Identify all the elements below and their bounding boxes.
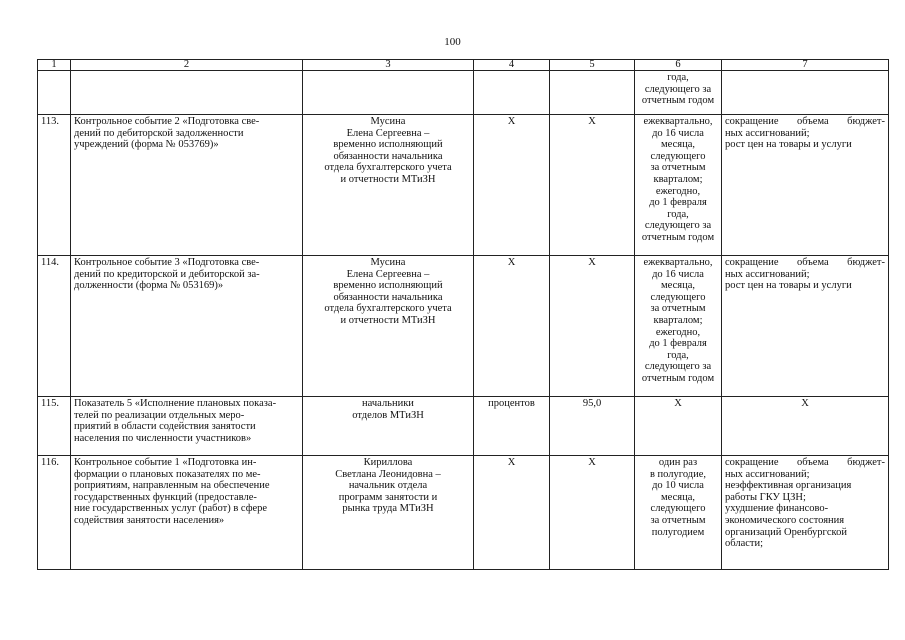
text-line: временно исполняющий — [333, 139, 443, 151]
text-line: за отчетным — [650, 514, 706, 526]
text-line: приятий в области содействия занятости — [74, 421, 256, 433]
text-line: отчетным годом — [641, 372, 715, 384]
responsible-person — [303, 456, 474, 570]
text-line: X — [801, 398, 809, 409]
text-line: ежеквартально, — [643, 116, 713, 127]
empty-cell — [303, 71, 474, 115]
term-cell — [635, 115, 722, 256]
empty-cell — [474, 71, 550, 115]
text-line: начальник отдела — [348, 480, 428, 492]
text-line: X — [674, 398, 682, 409]
text-line: следующего за — [644, 361, 712, 373]
text-line: ухудшение финансово- — [725, 503, 829, 515]
text-line: ежегодно, — [655, 185, 701, 197]
text-line: населения по численности участников» — [74, 432, 252, 444]
empty-cell — [550, 71, 635, 115]
text-line: содействия занятости населения» — [74, 514, 225, 526]
text-line: следующего за — [644, 83, 712, 95]
text-line: ных ассигнований; — [725, 468, 810, 480]
table-row — [38, 256, 889, 397]
text-line: месяца, — [661, 139, 695, 151]
row-number: 115. — [38, 397, 71, 456]
text-line: кварталом; — [653, 314, 703, 326]
column-header: 6 — [635, 60, 722, 71]
text-line: обязанности начальника — [333, 150, 443, 162]
text-line: рост цен на товары и услуги — [725, 139, 852, 151]
text-line: за отчетным — [650, 162, 706, 174]
text-line: экономического состояния — [725, 514, 845, 526]
text-line: Показатель 5 «Исполнение плановых показа- — [74, 398, 277, 409]
text-line: ежеквартально, — [643, 257, 713, 268]
text-line: неэффективная организация — [725, 480, 852, 492]
term-cell — [635, 456, 722, 570]
text-line: и отчетности МТиЗН — [340, 173, 436, 185]
row-number: 113. — [38, 115, 71, 256]
value-cell: 95,0 — [550, 397, 635, 456]
text-line: до 1 февраля — [649, 197, 707, 209]
text-line: один раз — [658, 457, 698, 468]
text-line: Кириллова — [363, 457, 413, 468]
text-line: Елена Сергеевна – — [346, 127, 430, 139]
text-line: следующего — [650, 503, 706, 515]
text-line: следующего — [650, 150, 706, 162]
text-line: следующего за — [644, 220, 712, 232]
text-line: ных ассигнований; — [725, 127, 810, 139]
text-line: Мусина — [370, 257, 406, 268]
text-line: Елена Сергеевна – — [346, 268, 430, 280]
value-cell: X — [550, 256, 635, 397]
empty-cell — [38, 71, 71, 115]
text-line: программ занятости и — [338, 491, 438, 503]
continuation-row — [38, 71, 889, 115]
text-line: обязанности начальника — [333, 291, 443, 303]
page-number: 100 — [444, 36, 461, 48]
text-line: работы ГКУ ЦЗН; — [725, 491, 806, 503]
text-line: кварталом; — [653, 173, 703, 185]
risk-cell — [722, 456, 889, 570]
responsible-person — [303, 115, 474, 256]
text-line: ежегодно, — [655, 326, 701, 338]
text-line: полугодием — [651, 526, 705, 538]
text-line: отдела бухгалтерского учета — [324, 303, 452, 315]
column-header: 7 — [722, 60, 889, 71]
risk-cell — [722, 115, 889, 256]
value-cell: X — [550, 115, 635, 256]
column-header: 3 — [303, 60, 474, 71]
text-line: до 10 числа — [652, 480, 704, 492]
text-line: месяца, — [661, 491, 695, 503]
unit-cell: X — [474, 256, 550, 397]
text-line: дений по дебиторской задолженности — [74, 127, 244, 139]
text-line: в полугодие, — [649, 468, 707, 480]
indicator-name — [71, 397, 303, 456]
risk-cell — [722, 397, 889, 456]
table-header-row — [38, 60, 889, 71]
empty-cell — [722, 71, 889, 115]
column-header: 4 — [474, 60, 550, 71]
text-line: до 1 февраля — [649, 338, 707, 350]
text-line: до 16 числа — [652, 268, 704, 280]
text-line: роприятиям, направленным на обеспечение — [74, 480, 270, 492]
empty-cell — [71, 71, 303, 115]
text-line: за отчетным — [650, 303, 706, 315]
table-row — [38, 397, 889, 456]
responsible-person — [303, 397, 474, 456]
text-line: сокращение объема бюджет- — [725, 457, 885, 468]
text-line: государственных функций (предоставле- — [74, 491, 257, 503]
text-line: Светлана Леонидовна – — [335, 468, 441, 480]
column-header: 5 — [550, 60, 635, 71]
table-row — [38, 115, 889, 256]
unit-cell: X — [474, 456, 550, 570]
table-row — [38, 456, 889, 570]
text-line: начальники — [362, 398, 414, 409]
text-line: формации о плановых показателях по ме- — [74, 468, 261, 480]
text-line: Контрольное событие 2 «Подготовка све- — [74, 116, 260, 127]
unit-cell: X — [474, 115, 550, 256]
text-line: до 16 числа — [652, 127, 704, 139]
column-header: 2 — [71, 60, 303, 71]
text-line: месяца, — [661, 280, 695, 292]
text-line: сокращение объема бюджет- — [725, 257, 885, 268]
text-line: сокращение объема бюджет- — [725, 116, 885, 127]
text-line: организаций Оренбургской — [725, 526, 847, 538]
unit-cell: процентов — [474, 397, 550, 456]
text-line: ние государственных услуг (работ) в сфере — [74, 503, 268, 515]
text-line: отчетным годом — [641, 231, 715, 243]
text-line: долженности (форма № 053169)» — [74, 280, 224, 292]
term-cell — [635, 256, 722, 397]
risk-cell — [722, 256, 889, 397]
text-line: дений по кредиторской и дебиторской за- — [74, 268, 260, 280]
text-line: следующего — [650, 291, 706, 303]
text-line: года, — [667, 72, 689, 83]
responsible-person — [303, 256, 474, 397]
text-line: области; — [725, 538, 764, 550]
value-cell: X — [550, 456, 635, 570]
text-line: Контрольное событие 3 «Подготовка све- — [74, 257, 260, 268]
row-number: 116. — [38, 456, 71, 570]
text-line: и отчетности МТиЗН — [340, 314, 436, 326]
text-line: учреждений (форма № 053769)» — [74, 139, 219, 151]
term-cell — [635, 397, 722, 456]
text-line: отделов МТиЗН — [352, 409, 424, 421]
text-line: отчетным годом — [641, 95, 715, 107]
text-line: ных ассигнований; — [725, 268, 810, 280]
text-line: отдела бухгалтерского учета — [324, 162, 452, 174]
event-name — [71, 115, 303, 256]
document-table — [37, 59, 889, 570]
event-name — [71, 456, 303, 570]
text-line: рост цен на товары и услуги — [725, 280, 852, 292]
text-line: рынка труда МТиЗН — [342, 503, 434, 515]
text-line: года, — [667, 349, 689, 361]
row-number: 114. — [38, 256, 71, 397]
text-line: Мусина — [370, 116, 406, 127]
column-header: 1 — [38, 60, 71, 71]
text-line: телей по реализации отдельных меро- — [74, 409, 245, 421]
event-name — [71, 256, 303, 397]
text-line: года, — [667, 208, 689, 220]
text-line: Контрольное событие 1 «Подготовка ин- — [74, 457, 257, 468]
text-line: временно исполняющий — [333, 280, 443, 292]
term-cell — [635, 71, 722, 115]
